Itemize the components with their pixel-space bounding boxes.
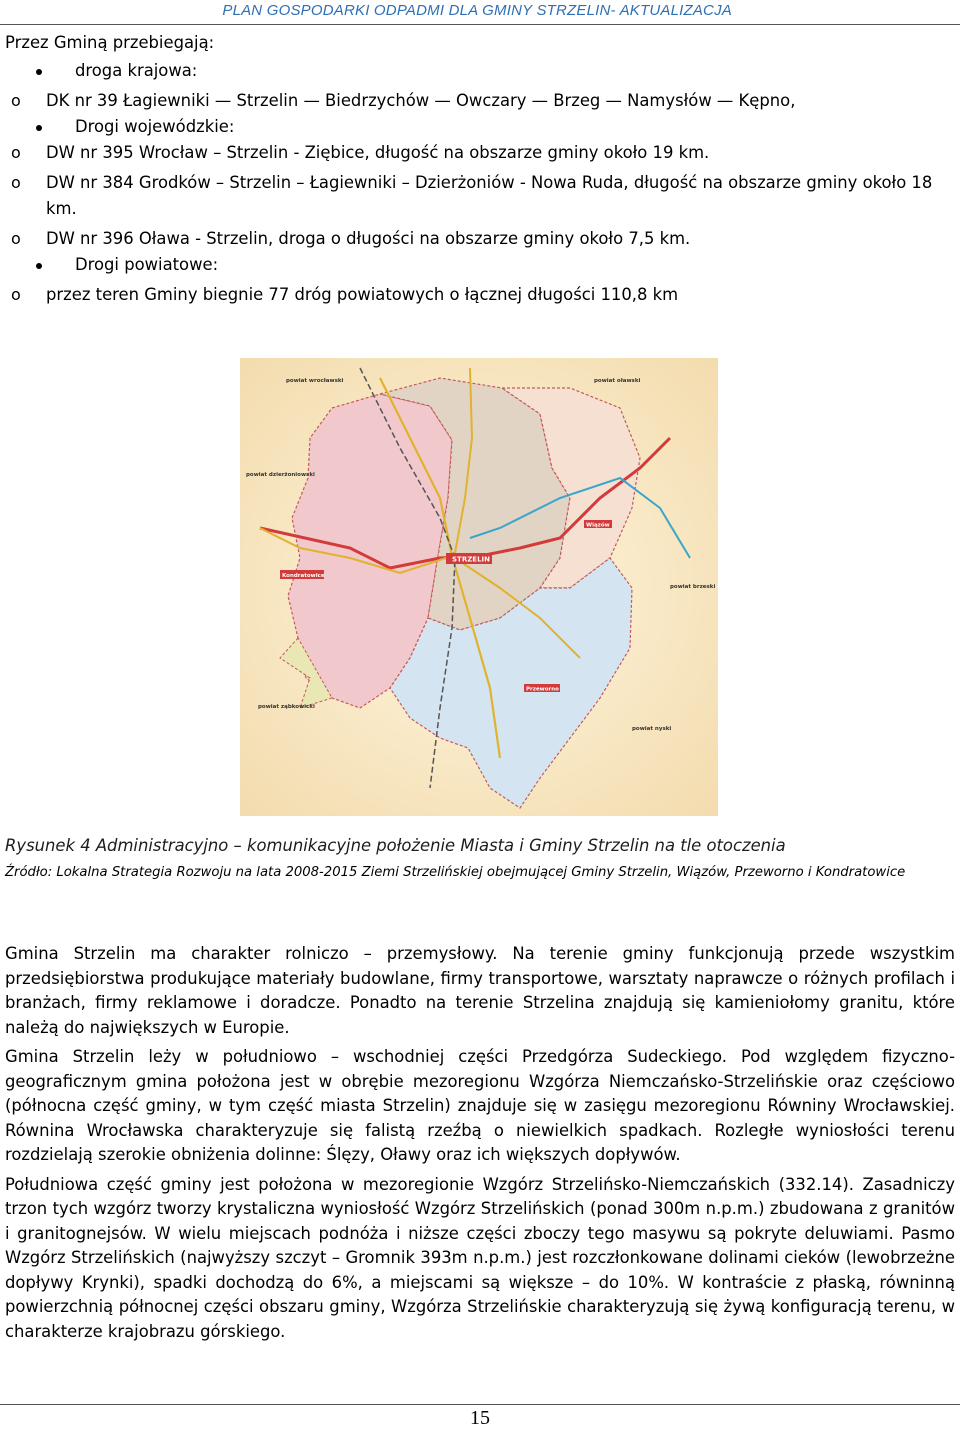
circle-bullet-icon: o	[11, 229, 21, 248]
bullet-icon	[36, 125, 42, 131]
circle-bullet-icon: o	[11, 91, 21, 110]
voivodeship-roads-sublist	[5, 140, 955, 252]
map-label-powiat-dzierzoniowski: powiat dzierżoniowski	[246, 472, 315, 478]
road-item-text: przez teren Gminy biegnie 77 dróg powiatowych o łącznej długości 110,8 km	[46, 285, 679, 304]
body-text	[5, 942, 955, 1349]
map-label-powiat-olawski: powiat oławski	[594, 378, 641, 384]
paragraph: Gmina Strzelin ma charakter rolniczo – przemysłowy. Na terenie gminy funkcjonują przede wszystkim przedsiębiorstwa produkujące materiały budowlane, firmy transportowe, warsztaty naprawcze o różnych profilach i branżach, firmy reklamowe i doradcze. Ponadto na terenie Strzelina znajdują się kamieniołomy granitu, które należą do największych w Europie.	[5, 944, 955, 1037]
running-header: PLAN GOSPODARKI ODPADMI DLA GMINY STRZELIN- AKTUALIZACJA	[222, 2, 732, 19]
map-label-przeworno: Przeworno	[526, 686, 559, 693]
map-label-powiat-wroclawski: powiat wrocławski	[286, 378, 344, 384]
circle-bullet-icon: o	[11, 285, 21, 304]
road-item	[5, 282, 955, 308]
map-label-powiat-nyski: powiat nyski	[632, 726, 672, 732]
map-label-wiazow: Wiązów	[586, 522, 610, 529]
paragraph: Południowa część gminy jest położona w mezoregionie Wzgórz Strzelińsko-Niemczańskich (332.14). Zasadniczy trzon tych wzgórz tworzy krystaliczna wyniosłość Wzgórz Strzelińskich (ponad 300m n.p.m.) zbudowana z granitów i granitognejsów. W wielu miejscach podnóża i niższe części zboczy tego masywu są pokryte deluwiami. Pasmo Wzgórz Strzelińskich (najwyższy szczyt – Gromnik 393m n.p.m.) jest rozczłonkowane dolinami cieków (lewobrzeżne dopływy Krynki), spadki dochodzą do 6%, a miejscami są większe – do 10%. W kontraście z płaską, równinną powierzchnią północnej części obszaru gminy, Wzgórza Strzelińskie charakteryzują się żywą konfiguracją terenu, w charakterze krajobrazu górskiego.	[5, 1174, 955, 1341]
roads-group-voivodeship	[5, 114, 955, 140]
road-item	[5, 226, 955, 252]
map-label-strzelin: STRZELIN	[452, 555, 490, 564]
bullet-icon	[36, 69, 42, 75]
road-item-text: DW nr 396 Oława - Strzelin, droga o długości na obszarze gminy około 7,5 km.	[46, 229, 691, 248]
circle-bullet-icon: o	[11, 143, 21, 162]
map-label-powiat-brzeski: powiat brzeski	[670, 584, 716, 590]
header-rule	[0, 24, 960, 25]
national-roads-sublist	[5, 88, 955, 114]
district-roads-sublist	[5, 282, 955, 308]
figure-caption: Rysunek 4 Administracyjno – komunikacyjne położenie Miasta i Gminy Strzelin na tle otoczenia	[5, 836, 786, 855]
map-svg	[240, 358, 718, 816]
administrative-map	[240, 358, 718, 816]
page-number: 15	[470, 1407, 490, 1429]
roads-group-label: Drogi powiatowe:	[75, 255, 219, 274]
road-item-text: DW nr 395 Wrocław – Strzelin - Ziębice, długość na obszarze gminy około 19 km.	[46, 143, 710, 162]
road-item	[5, 88, 955, 114]
roads-group-label: Drogi wojewódzkie:	[75, 117, 235, 136]
paragraph: Gmina Strzelin leży w południowo – wschodniej części Przedgórza Sudeckiego. Pod względem fizyczno-geograficznym gmina położona jest w obrębie mezoregionu Wzgórza Niemczańsko-Strzelińskie oraz częściowo (północna część gminy, w tym część miasta Strzelin) znajduje się w zasięgu mezoregionu Równiny Wrocławskiej. Równina Wrocławska charakteryzuje się falistą rzeźbą o niewielkich spadkach. Rozległe wyniosłości terenu rozdzielają szerokie obniżenia dolinne: Ślęzy, Oławy oraz ich większych dopływów.	[5, 1047, 955, 1164]
roads-list-district	[5, 252, 955, 278]
roads-group-national	[5, 58, 955, 84]
roads-list-voivodeship	[5, 114, 955, 140]
road-item	[5, 170, 955, 222]
roads-intro: Przez Gminą przebiegają:	[5, 33, 215, 52]
road-item	[5, 140, 955, 166]
figure-source: Źródło: Lokalna Strategia Rozwoju na lata 2008-2015 Ziemi Strzelińskiej obejmującej Gminy Strzelin, Wiązów, Przeworno i Kondratowice	[5, 865, 906, 880]
road-item-text: DW nr 384 Grodków – Strzelin – Łagiewniki – Dzierżoniów - Nowa Ruda, długość na obszarze gminy około 18 km.	[46, 173, 933, 218]
roads-group-district	[5, 252, 955, 278]
map-label-powiat-zabkowicki: powiat ząbkowicki	[258, 704, 315, 710]
roads-group-label: droga krajowa:	[75, 61, 198, 80]
bullet-icon	[36, 263, 42, 269]
road-item-text: DK nr 39 Łagiewniki — Strzelin — Biedrzychów — Owczary — Brzeg — Namysłów — Kępno,	[46, 91, 796, 110]
roads-section	[5, 30, 955, 308]
footer-rule	[0, 1404, 960, 1405]
circle-bullet-icon: o	[11, 173, 21, 192]
roads-list	[5, 58, 955, 84]
map-label-kondratowice: Kondratowice	[282, 573, 325, 579]
